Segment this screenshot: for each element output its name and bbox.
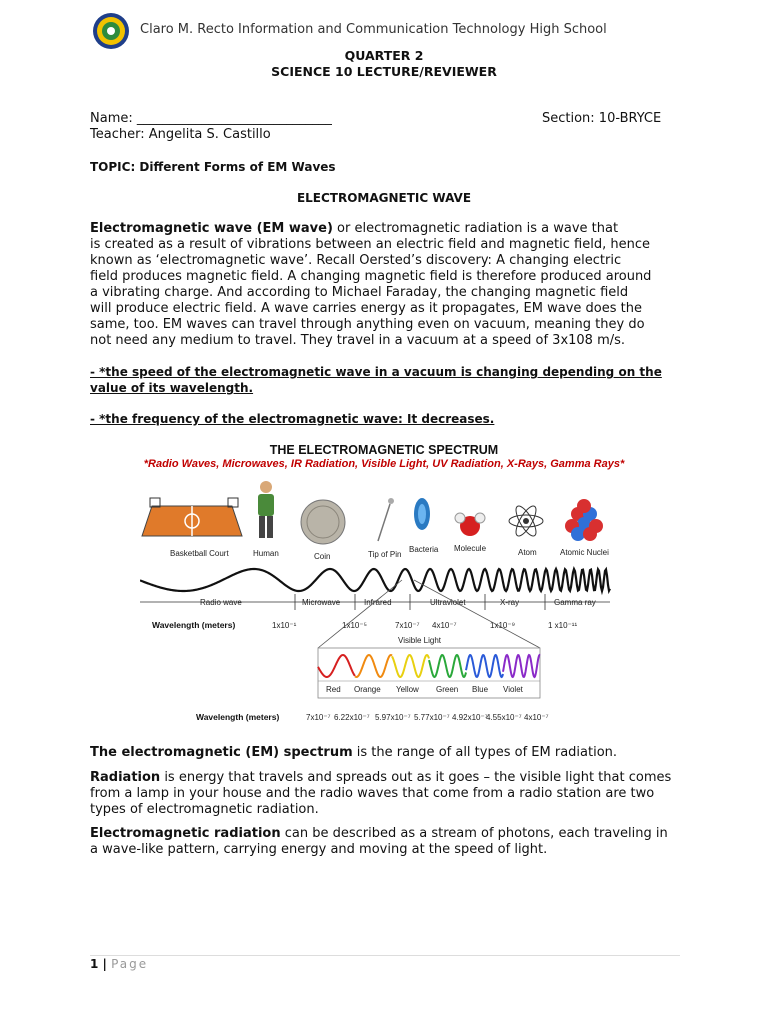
coin-icon — [301, 500, 345, 544]
visible-wavelength-value: 4.55x10⁻⁷ — [486, 713, 522, 722]
visible-wavelength-value: 4.92x10⁻⁷ — [452, 713, 488, 722]
intro-line: will produce electric field. A wave carries energy as it propagates, EM wave does the — [90, 301, 642, 316]
paragraph-text: is energy that travels and spreads out as it goes – the visible light that comes — [160, 770, 672, 785]
paragraph-text: is the range of all types of EM radiation. — [352, 745, 618, 760]
band-label: X-ray — [500, 598, 520, 607]
object-label: Bacteria — [409, 545, 439, 554]
object-label: Atom — [518, 548, 537, 557]
school-logo-icon — [92, 12, 130, 50]
footer-separator: | — [98, 957, 112, 971]
object-label: Coin — [314, 552, 331, 561]
visible-wave-segment — [355, 655, 392, 677]
section-label: Section: 10-BRYCE — [542, 111, 662, 126]
band-label: Gamma ray — [554, 598, 596, 607]
visible-light-label: Visible Light — [398, 636, 441, 645]
quarter-heading: QUARTER 2 — [344, 48, 424, 63]
intro-line: field produces magnetic field. A changing magnetic field is therefore produced around — [90, 269, 652, 284]
main-wave — [140, 569, 610, 591]
wavelength-value: 1 x10⁻¹¹ — [548, 621, 578, 630]
paragraph-line: types of electromagnetic radiation. — [90, 802, 319, 817]
object-label: Molecule — [454, 544, 487, 553]
spectrum-definition — [90, 745, 617, 761]
intro-line: known as ‘electromagnetic wave’. Recall Oersted’s discovery: A changing electric — [90, 253, 622, 268]
intro-paragraph — [90, 221, 690, 349]
visible-wavelength-value: 6.22x10⁻⁷ — [334, 713, 370, 722]
wavelength-value: 4x10⁻⁷ — [432, 621, 457, 630]
page-word: Page — [111, 957, 149, 971]
intro-line: or electromagnetic radiation is a wave that — [332, 221, 619, 236]
name-field: Name: ______________________________ — [90, 111, 332, 126]
color-label: Orange — [354, 685, 381, 694]
note-line: - *the speed of the electromagnetic wave in a vacuum is changing depending on the — [90, 365, 662, 379]
object-label: Human — [253, 549, 279, 558]
wavelength-value: 1x10⁻⁹ — [490, 621, 515, 630]
em-spectrum-figure — [140, 476, 630, 728]
intro-line: not need any medium to travel. They travel in a vacuum at a speed of 3x108 m/s. — [90, 333, 626, 348]
visible-wave-segment — [466, 655, 503, 677]
visible-wavelength-value: 5.97x10⁻⁷ — [375, 713, 411, 722]
em-radiation-definition — [90, 826, 690, 858]
wavelength-value: 7x10⁻⁷ — [395, 621, 420, 630]
paragraph-line: from a lamp in your house and the radio waves that come from a radio station are two — [90, 786, 655, 801]
term: Electromagnetic radiation — [90, 826, 281, 841]
color-label: Yellow — [396, 685, 419, 694]
visible-wave-segment — [503, 655, 540, 677]
page-number: 1 — [90, 957, 99, 971]
term: The electromagnetic (EM) spectrum — [90, 745, 353, 760]
footer-divider — [90, 955, 680, 956]
note-speed — [90, 364, 690, 396]
spectrum-subtitle: *Radio Waves, Microwaves, IR Radiation, Visible Light, UV Radiation, X-Rays, Gamma Rays* — [143, 458, 625, 470]
wavelength-axis-label: Wavelength (meters) — [152, 620, 236, 630]
visible-wave-segment — [429, 655, 466, 677]
visible-wavelength-value: 4x10⁻⁷ — [524, 713, 549, 722]
radiation-definition — [90, 770, 690, 818]
topic-label: TOPIC: Different Forms of EM Waves — [90, 160, 336, 174]
section-title: ELECTROMAGNETIC WAVE — [296, 191, 472, 205]
band-label: Radio wave — [200, 598, 242, 607]
band-label: Microwave — [302, 598, 341, 607]
teacher-label: Teacher: Angelita S. Castillo — [90, 127, 271, 142]
color-label: Blue — [472, 685, 489, 694]
note-frequency: - *the frequency of the electromagnetic wave: It decreases. — [90, 412, 495, 426]
paragraph-line: a wave-like pattern, carrying energy and moving at the speed of light. — [90, 842, 548, 857]
intro-line: is created as a result of vibrations between an electric field and magnetic field, hence — [90, 237, 650, 252]
visible-wave-segment — [392, 655, 429, 677]
color-label: Red — [326, 685, 341, 694]
wavelength-value: 1x10⁻⁵ — [342, 621, 367, 630]
band-label: Ultraviolet — [430, 598, 466, 607]
object-label: Atomic Nuclei — [560, 548, 609, 557]
object-label: Basketball Court — [170, 549, 229, 558]
visible-wave-segment — [318, 655, 355, 677]
molecule-icon — [455, 513, 485, 536]
zoom-line — [318, 580, 402, 648]
object-label: Tip of Pin — [368, 550, 402, 559]
visible-waves — [318, 655, 540, 677]
note-line: value of its wavelength. — [90, 381, 254, 395]
color-label: Violet — [503, 685, 523, 694]
color-label: Green — [436, 685, 459, 694]
term: Radiation — [90, 770, 161, 785]
wavelength-value: 1x10⁻¹ — [272, 621, 297, 630]
spectrum-title: THE ELECTROMAGNETIC SPECTRUM — [269, 443, 499, 457]
atomic-nuclei-icon — [565, 499, 603, 541]
human-icon — [258, 481, 274, 538]
paragraph-text: can be described as a stream of photons, each traveling in — [280, 826, 668, 841]
school-name: Claro M. Recto Information and Communication Technology High School — [140, 22, 607, 37]
page-footer — [90, 957, 148, 971]
visible-wavelength-axis-label: Wavelength (meters) — [196, 712, 280, 722]
atom-icon — [509, 503, 543, 538]
pin-icon — [378, 498, 394, 541]
intro-line: a vibrating charge. And according to Michael Faraday, the changing magnetic field — [90, 285, 629, 300]
intro-line: same, too. EM waves can travel through anything even on vacuum, meaning they do — [90, 317, 645, 332]
basketball-court-icon — [142, 498, 242, 536]
course-heading: SCIENCE 10 LECTURE/REVIEWER — [271, 64, 497, 79]
band-label: Infrared — [364, 598, 392, 607]
bacteria-icon — [414, 498, 430, 530]
visible-wavelength-value: 7x10⁻⁷ — [306, 713, 331, 722]
visible-wavelength-value: 5.77x10⁻⁷ — [414, 713, 450, 722]
intro-term: Electromagnetic wave (EM wave) — [90, 221, 333, 236]
